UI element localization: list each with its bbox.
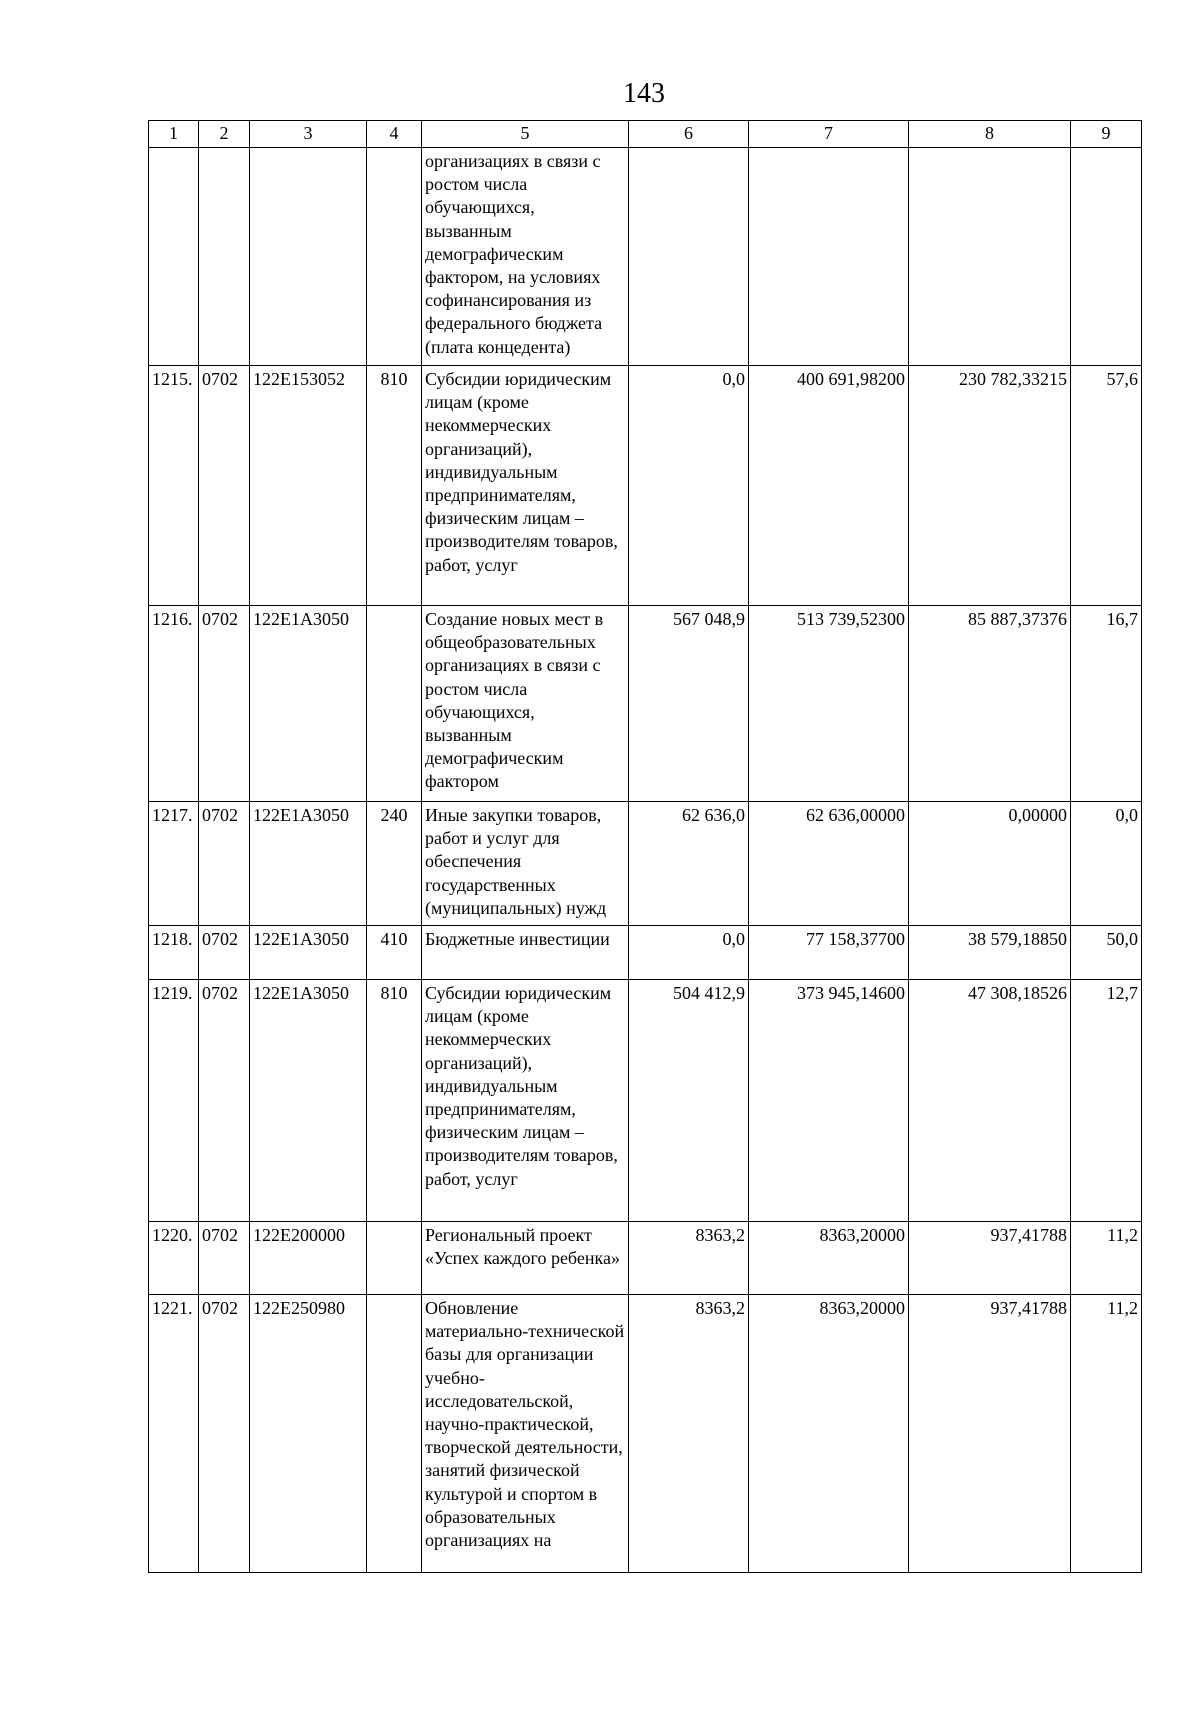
- row-code: 122E200000: [250, 1222, 367, 1295]
- row-expense-type: 240: [367, 802, 422, 926]
- header-row: [149, 121, 1142, 148]
- row-value-9: [1071, 148, 1142, 366]
- row-value-8: 937,41788: [909, 1295, 1071, 1573]
- row-value-6: [629, 148, 749, 366]
- row-code: 122E250980: [250, 1295, 367, 1573]
- row-code: 122E1A3050: [250, 980, 367, 1222]
- page-number: 143: [623, 78, 665, 109]
- row-expense-type: 810: [367, 980, 422, 1222]
- row-value-7: 400 691,98200: [749, 366, 909, 606]
- row-expense-type: 810: [367, 366, 422, 606]
- row-value-6: 0,0: [629, 366, 749, 606]
- row-value-6: 0,0: [629, 926, 749, 980]
- row-value-9: 57,6: [1071, 366, 1142, 606]
- table-row: [149, 606, 1142, 802]
- row-number: 1221.: [149, 1295, 199, 1573]
- table-row: [149, 926, 1142, 980]
- row-value-9: 11,2: [1071, 1295, 1142, 1573]
- row-value-7: [749, 148, 909, 366]
- row-value-7: 62 636,00000: [749, 802, 909, 926]
- row-expense-type: [367, 1295, 422, 1573]
- row-code: 122E1A3050: [250, 802, 367, 926]
- row-section: 0702: [199, 1222, 250, 1295]
- table-row: [149, 980, 1142, 1222]
- row-value-6: 62 636,0: [629, 802, 749, 926]
- row-number: 1219.: [149, 980, 199, 1222]
- column-header: 9: [1071, 121, 1142, 148]
- column-header: 7: [749, 121, 909, 148]
- table-row: [149, 1295, 1142, 1573]
- row-value-7: 8363,20000: [749, 1295, 909, 1573]
- row-description: Региональный проект «Успех каждого ребенка»: [422, 1222, 629, 1295]
- row-code: 122E1A3050: [250, 606, 367, 802]
- row-expense-type: [367, 148, 422, 366]
- row-value-7: 513 739,52300: [749, 606, 909, 802]
- column-header: 4: [367, 121, 422, 148]
- row-section: 0702: [199, 1295, 250, 1573]
- row-value-8: 937,41788: [909, 1222, 1071, 1295]
- column-header: 3: [250, 121, 367, 148]
- column-header: 2: [199, 121, 250, 148]
- row-expense-type: 410: [367, 926, 422, 980]
- row-value-9: 0,0: [1071, 802, 1142, 926]
- row-value-8: 47 308,18526: [909, 980, 1071, 1222]
- row-value-9: 50,0: [1071, 926, 1142, 980]
- table-row: [149, 1222, 1142, 1295]
- row-expense-type: [367, 606, 422, 802]
- row-value-9: 12,7: [1071, 980, 1142, 1222]
- row-number: 1217.: [149, 802, 199, 926]
- row-value-8: 0,00000: [909, 802, 1071, 926]
- row-value-9: 11,2: [1071, 1222, 1142, 1295]
- row-value-7: 373 945,14600: [749, 980, 909, 1222]
- row-section: 0702: [199, 802, 250, 926]
- column-header: 1: [149, 121, 199, 148]
- row-description: Субсидии юридическим лицам (кроме некоммерческих организаций), индивидуальным предпринимателям, физическим лицам – производителям товаров, работ, услуг: [422, 366, 629, 606]
- column-header: 8: [909, 121, 1071, 148]
- row-code: 122E1A3050: [250, 926, 367, 980]
- row-value-6: 567 048,9: [629, 606, 749, 802]
- row-description: Субсидии юридическим лицам (кроме некоммерческих организаций), индивидуальным предпринимателям, физическим лицам – производителям товаров, работ, услуг: [422, 980, 629, 1222]
- budget-table: [148, 120, 1142, 1573]
- row-number: [149, 148, 199, 366]
- column-header: 6: [629, 121, 749, 148]
- row-value-9: 16,7: [1071, 606, 1142, 802]
- row-value-6: 504 412,9: [629, 980, 749, 1222]
- row-value-8: 230 782,33215: [909, 366, 1071, 606]
- row-value-7: 8363,20000: [749, 1222, 909, 1295]
- row-section: 0702: [199, 980, 250, 1222]
- row-expense-type: [367, 1222, 422, 1295]
- table-row: [149, 802, 1142, 926]
- table-row: [149, 148, 1142, 366]
- row-description: Создание новых мест в общеобразовательных организациях в связи с ростом числа обучающихся, вызванным демографическим фактором: [422, 606, 629, 802]
- row-value-8: 85 887,37376: [909, 606, 1071, 802]
- row-description: Иные закупки товаров, работ и услуг для обеспечения государственных (муниципальных) нужд: [422, 802, 629, 926]
- column-header: 5: [422, 121, 629, 148]
- row-value-8: 38 579,18850: [909, 926, 1071, 980]
- row-description: организациях в связи с ростом числа обучающихся, вызванным демографическим фактором, на условиях софинансирования из федерального бюджета (плата концедента): [422, 148, 629, 366]
- row-number: 1215.: [149, 366, 199, 606]
- row-description: Обновление материально-технической базы для организации учебно-исследовательской, научно-практической, творческой деятельности, занятий физической культурой и спортом в образовательных организациях на: [422, 1295, 629, 1573]
- row-description: Бюджетные инвестиции: [422, 926, 629, 980]
- row-number: 1216.: [149, 606, 199, 802]
- row-number: 1218.: [149, 926, 199, 980]
- row-code: 122E153052: [250, 366, 367, 606]
- row-number: 1220.: [149, 1222, 199, 1295]
- table-row: [149, 366, 1142, 606]
- row-section: [199, 148, 250, 366]
- row-value-8: [909, 148, 1071, 366]
- row-value-7: 77 158,37700: [749, 926, 909, 980]
- row-code: [250, 148, 367, 366]
- row-section: 0702: [199, 366, 250, 606]
- row-section: 0702: [199, 926, 250, 980]
- row-value-6: 8363,2: [629, 1222, 749, 1295]
- row-value-6: 8363,2: [629, 1295, 749, 1573]
- row-section: 0702: [199, 606, 250, 802]
